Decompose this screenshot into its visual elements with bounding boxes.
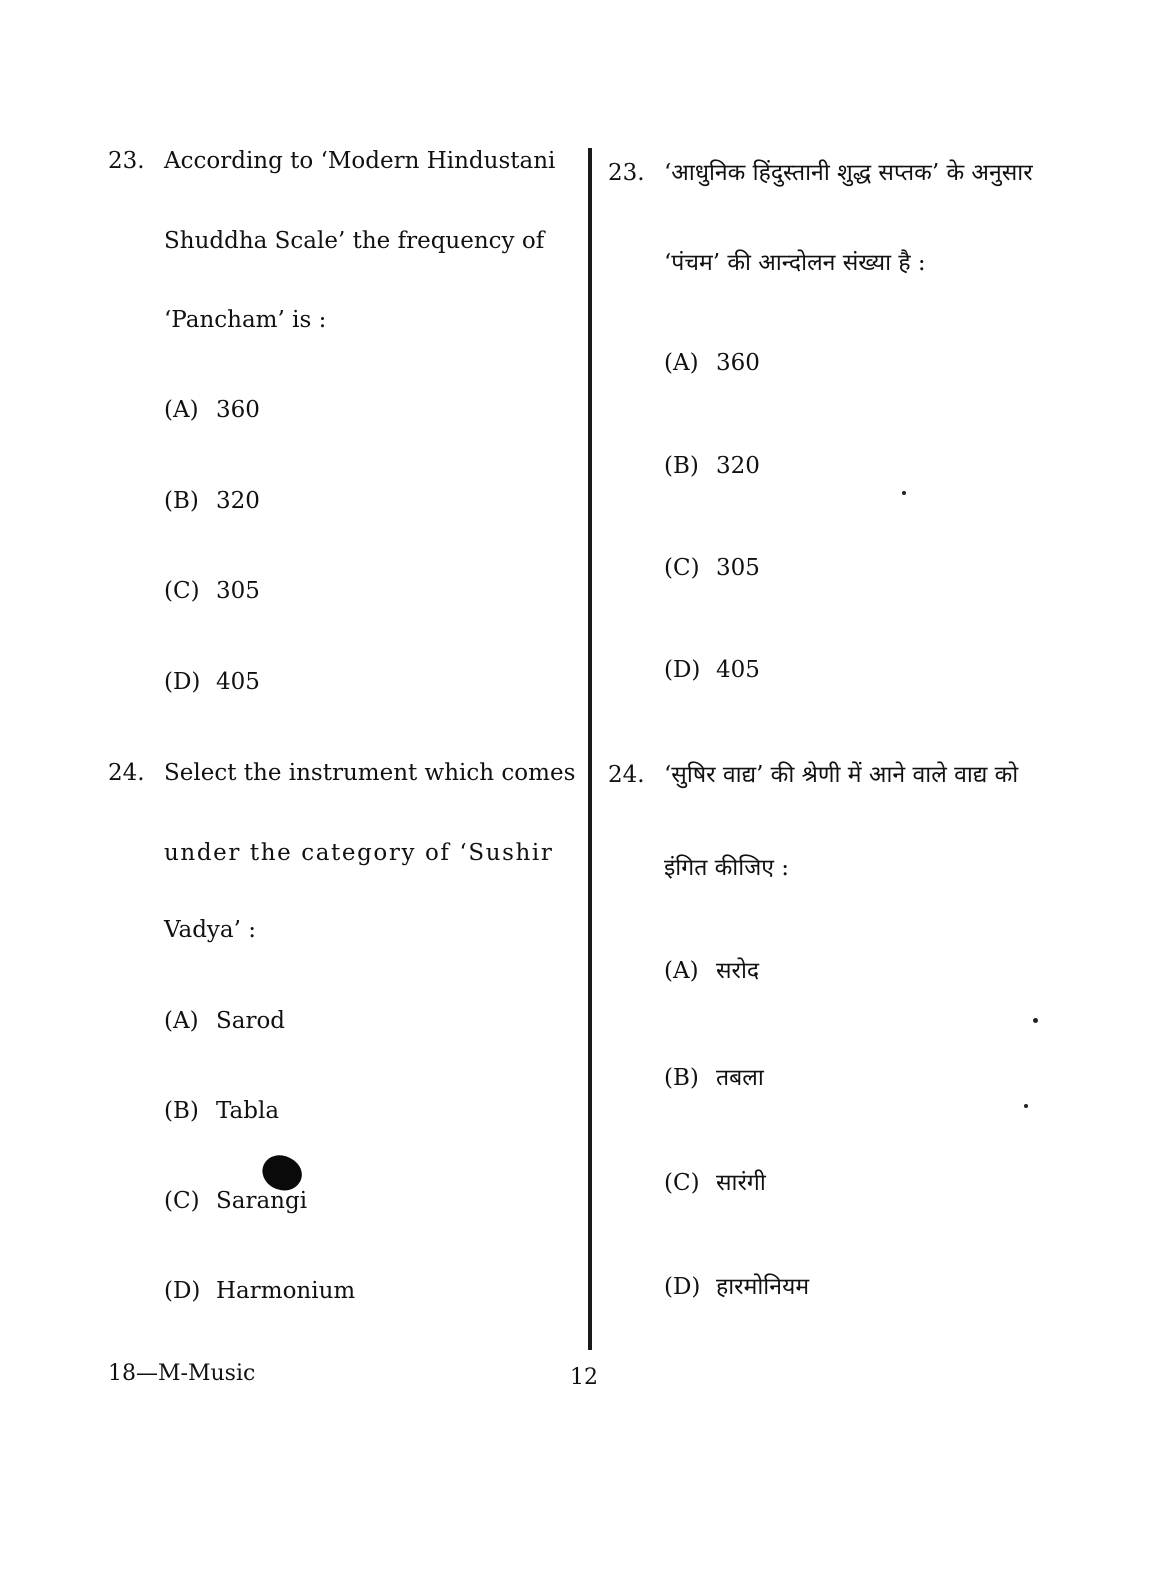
question-text-line: Vadya’ : (164, 917, 257, 943)
option-d[interactable] (164, 667, 260, 697)
option-b[interactable] (664, 451, 760, 481)
option-text: 405 (216, 669, 260, 695)
option-text: Harmonium (216, 1278, 356, 1304)
option-text: Sarod (216, 1008, 286, 1034)
question-text-line: इंगित कीजिए : (664, 855, 790, 881)
option-d[interactable] (664, 655, 760, 685)
option-a[interactable] (164, 1006, 285, 1036)
question-text-line: ‘सुषिर वाद्य’ की श्रेणी में आने वाले वाद्य को (664, 762, 1019, 788)
question-text-line: Shuddha Scale’ the frequency of (164, 228, 545, 254)
option-c[interactable] (664, 553, 760, 583)
option-label: (C) (664, 1170, 700, 1196)
question-text-line: ‘आधुनिक हिंदुस्तानी शुद्ध सप्तक’ के अनुसार (664, 160, 1033, 186)
option-text: 320 (716, 453, 760, 479)
option-label: (A) (664, 350, 699, 376)
question-text-line: ‘पंचम’ की आन्दोलन संख्या है : (664, 250, 926, 276)
option-b[interactable] (164, 1096, 279, 1126)
paper-code: 18—M-Music (108, 1361, 256, 1386)
question-number: 23. (108, 148, 145, 174)
option-d[interactable] (664, 1272, 809, 1302)
option-label: (A) (164, 397, 199, 423)
option-a[interactable] (164, 395, 260, 425)
option-text: 360 (216, 397, 260, 423)
option-label: (A) (664, 958, 699, 984)
option-label: (C) (164, 578, 200, 604)
option-text: हारमोनियम (716, 1274, 810, 1300)
option-label: (C) (164, 1188, 200, 1214)
option-label: (B) (164, 1098, 199, 1124)
option-text: 320 (216, 488, 260, 514)
option-a[interactable] (664, 348, 760, 378)
question-text: According to ‘Modern Hindustani (164, 148, 556, 174)
question-number: 24. (608, 762, 645, 788)
option-label: (D) (664, 657, 701, 683)
option-a[interactable] (664, 956, 759, 986)
option-label: (A) (164, 1008, 199, 1034)
question-text-line: under the category of ‘Sushir (164, 840, 554, 866)
ink-speck (1033, 1018, 1038, 1023)
option-text: Tabla (216, 1098, 280, 1124)
option-label: (B) (664, 1065, 699, 1091)
option-text: तबला (716, 1065, 764, 1091)
page-number: 12 (570, 1365, 598, 1390)
question-text-line (164, 146, 576, 176)
option-text: 405 (716, 657, 760, 683)
option-b[interactable] (664, 1063, 764, 1093)
ink-speck (902, 491, 906, 495)
option-label: (B) (664, 453, 699, 479)
option-text: 305 (716, 555, 760, 581)
option-label: (B) (164, 488, 199, 514)
option-label: (D) (164, 1278, 201, 1304)
option-text: Sarangi (216, 1188, 308, 1214)
option-c[interactable] (664, 1168, 766, 1198)
ink-speck (1024, 1104, 1028, 1108)
question-number: 23. (608, 160, 645, 186)
option-text: 360 (716, 350, 760, 376)
option-text: सारंगी (716, 1170, 766, 1196)
option-c[interactable] (164, 576, 260, 606)
question-text-line: Select the instrument which comes (164, 760, 576, 786)
option-label: (D) (164, 669, 201, 695)
option-b[interactable] (164, 486, 260, 516)
question-number: 24. (108, 760, 145, 786)
option-label: (D) (664, 1274, 701, 1300)
question-text-line: ‘Pancham’ is : (164, 307, 327, 333)
option-text: सरोद (716, 958, 760, 984)
option-label: (C) (664, 555, 700, 581)
option-d[interactable] (164, 1276, 355, 1306)
column-divider (588, 148, 592, 1350)
option-text: 305 (216, 578, 260, 604)
